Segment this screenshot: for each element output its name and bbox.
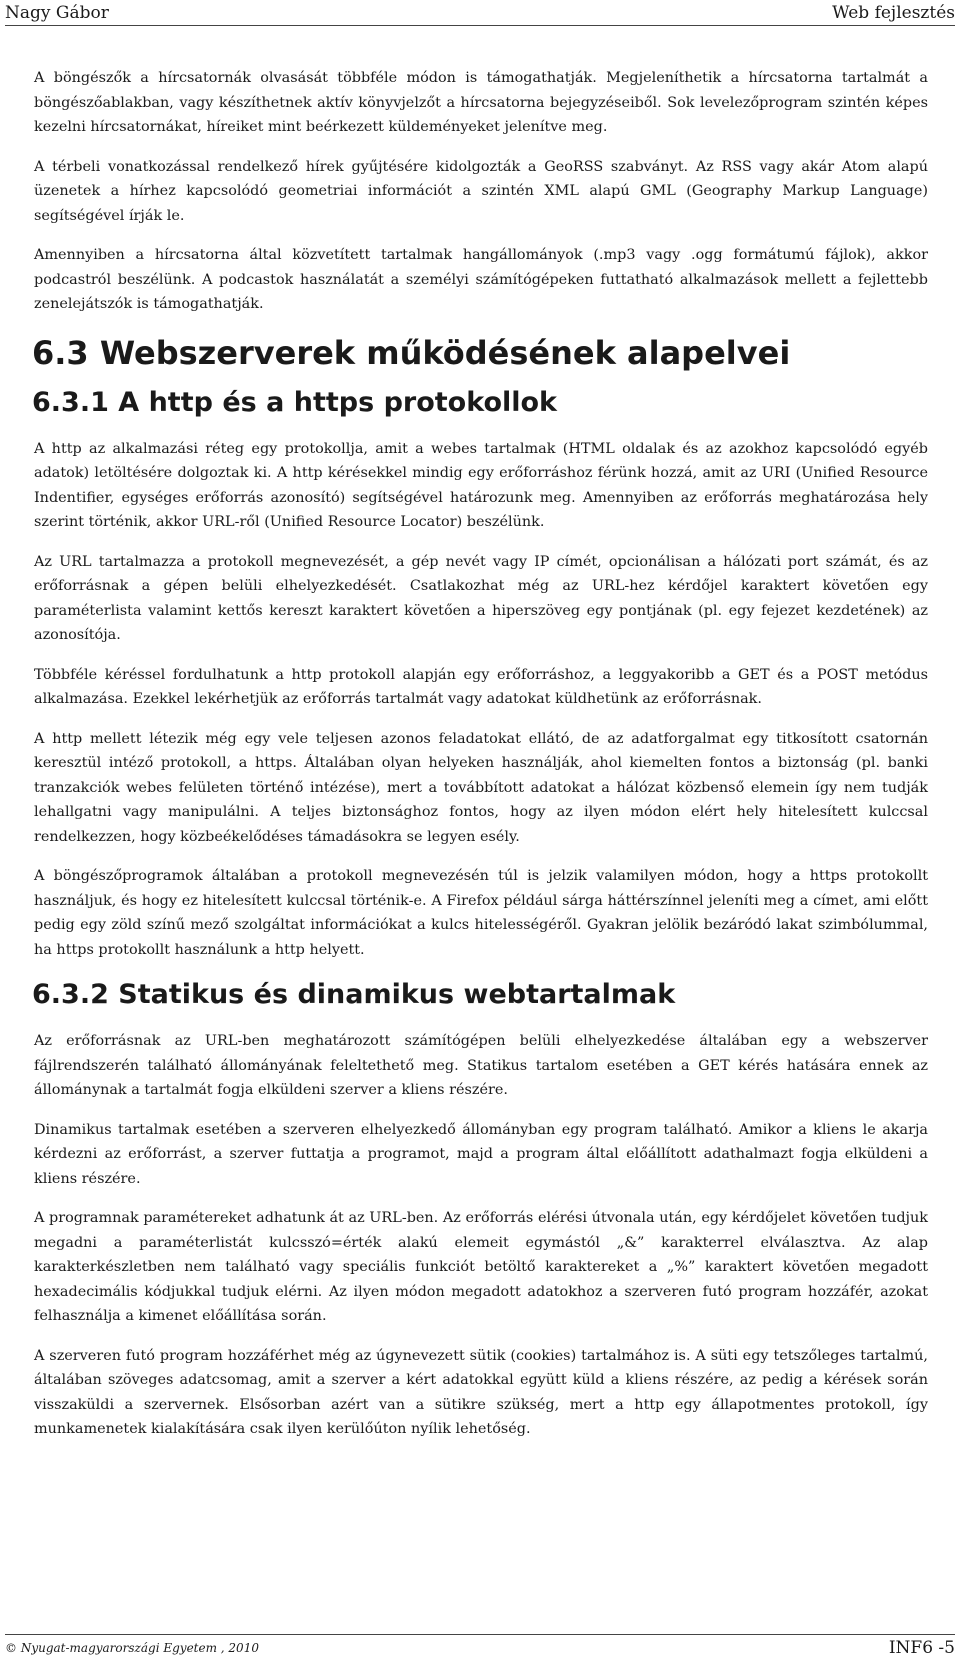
subsection-heading-http: 6.3.1 A http és a https protokollok — [32, 386, 558, 418]
intro-paragraph: Amennyiben a hírcsatorna által közvetített tartalmak hangállományok (.mp3 vagy .ogg formátumú fájlok), akkor podcastról beszélünk. A podcastok használatát a személyi számítógépeken futtatható alkalmazások mellett a fejlettebb zenelejátszók is támogathatják. — [34, 247, 928, 312]
body-paragraph: Az erőforrásnak az URL-ben meghatározott számítógépen belüli elhelyezkedése általában egy a webszerver fájlrendszerén található állományának feleltethető meg. Statikus tartalom esetében a GET kérés hatására ennek az állománynak a tartalmát fogja elküldeni szerver a kliens részére. — [34, 1033, 928, 1098]
header-subject: Web fejlesztés — [832, 3, 955, 23]
footer-copyright: © Nyugat-magyarországi Egyetem , 2010 — [5, 1640, 259, 1655]
page-header — [5, 0, 955, 26]
section-heading: 6.3 Webszerverek működésének alapelvei — [32, 333, 791, 372]
body-paragraph: A szerveren futó program hozzáférhet még az úgynevezett sütik (cookies) tartalmához is. A süti egy tetszőleges tartalmú, általában szöveges adatcsomag, amit a szerver a kért adatokkal együtt küld a kliens részére, az pedig a kérések során visszaküldi a szervernek. Elsősorban azért van a sütikre szükség, mert a http egy állapotmentes protokoll, így munkamenetek kialakítására csak ilyen kerülőúton nyílik lehetőség. — [34, 1347, 928, 1437]
body-paragraph: Többféle kéréssel fordulhatunk a http protokoll alapján egy erőforráshoz, a leggyakoribb a GET és a POST metódus alkalmazása. Ezekkel lekérhetjük az erőforrás tartalmát vagy adatokat küldhetünk az erőforrásnak. — [34, 666, 928, 707]
header-author: Nagy Gábor — [5, 3, 109, 23]
body-paragraph: A http mellett létezik még egy vele teljesen azonos feladatokat ellátó, de az adatforgalmat egy titkosított csatornán keresztül intéző protokoll, a https. Általában olyan helyeken használják, ahol kiemelten fontos a biztonság (pl. banki tranzakciók webes felületen történő intézése), mert a továbbított adatokat a hálózat közbenső elemein így nem tudják lehallgatni vagy manipulálni. A teljes biztonsághoz fontos, hogy az ilyen módon elért hely hitelesített kulccsal rendelkezzen, hogy közbeékelődéses támadásokra se legyen esély. — [34, 730, 928, 845]
document-body — [34, 66, 928, 1457]
body-paragraph: A programnak paramétereket adhatunk át az URL-ben. Az erőforrás elérési útvonala után, egy kérdőjelet követően tudjuk megadni a paraméterlistát kulcsszó=érték alakú elemeit egymástól „&” karakterrel elválasztva. Az alap karakterkészletben nem található vagy speciális funkciót betöltő karaktereket a „%” karaktert követően megadott hexadecimális kódjukkal tudjuk elérni. Az ilyen módon megadott adatokhoz a szerveren futó program hozzáfér, azokat felhasználja a kimenet előállítása során. — [34, 1210, 928, 1324]
intro-paragraph: A térbeli vonatkozással rendelkező hírek gyűjtésére kidolgozták a GeoRSS szabványt. Az RSS vagy akár Atom alapú üzenetek a hírhez kapcsolódó geometriai információt a szintén XML alapú GML (Geography Markup Language) segítségével írják le. — [34, 158, 928, 224]
intro-paragraph: A böngészők a hírcsatornák olvasását többféle módon is támogathatják. Megjeleníthetik a hírcsatorna tartalmát a böngészőablakban, vagy készíthetnek aktív könyvjelzőt a hírcsatorna bejegyzéseiből. Sok levelezőprogram szintén képes kezelni hírcsatornákat, híreiket mint beérkezett küldeményeket jelenítve meg. — [34, 70, 928, 135]
page-footer — [5, 1634, 955, 1660]
body-paragraph: A http az alkalmazási réteg egy protokollja, amit a webes tartalmak (HTML oldalak és az azokhoz kapcsolódó egyéb adatok) letöltésére dolgoztak ki. A http kérésekkel mindig egy erőforráshoz férünk hozzá, amit az URI (Unified Resource Indentifier, egységes erőforrás azonosító) segítségével határozunk meg. Amennyiben az erőforrás meghatározása hely szerint történik, akkor URL-ről (Unified Resource Locator) beszélünk. — [34, 440, 928, 530]
body-paragraph: A böngészőprogramok általában a protokoll megnevezésén túl is jelzik valamilyen módon, hogy a https protokollt használjuk, és hogy ez hitelesített kulccsal történik-e. A Firefox például sárga háttérszínnel jeleníti meg a címet, ami előtt pedig egy zöld színű mező szolgáltat információkat a kulcs hitelességéről. Gyakran jelölik bezáródó lakat szimbólummal, ha https protokollt használunk a http helyett. — [34, 868, 928, 958]
body-paragraph: Dinamikus tartalmak esetében a szerveren elhelyezkedő állományban egy program található. Amikor a kliens le akarja kérdezni az erőforrást, a szerver futtatja a programot, majd a program által előállított adathalmazt fogja elküldeni a kliens részére. — [34, 1121, 928, 1187]
body-paragraph: Az URL tartalmazza a protokoll megnevezését, a gép nevét vagy IP címét, opcionálisan a hálózati port számát, és az erőforrásnak a gépen belüli elhelyezkedését. Csatlakozhat még az URL-hez kérdőjel karaktert követően egy paraméterlista valamint kettős kereszt karaktert követően a hiperszöveg egy pontjának (pl. egy fejezet kezdetének) az azonosítója. — [34, 553, 928, 643]
page-number: INF6 -5 — [888, 1637, 955, 1658]
subsection-heading-static-dynamic: 6.3.2 Statikus és dinamikus webtartalmak — [32, 979, 676, 1010]
